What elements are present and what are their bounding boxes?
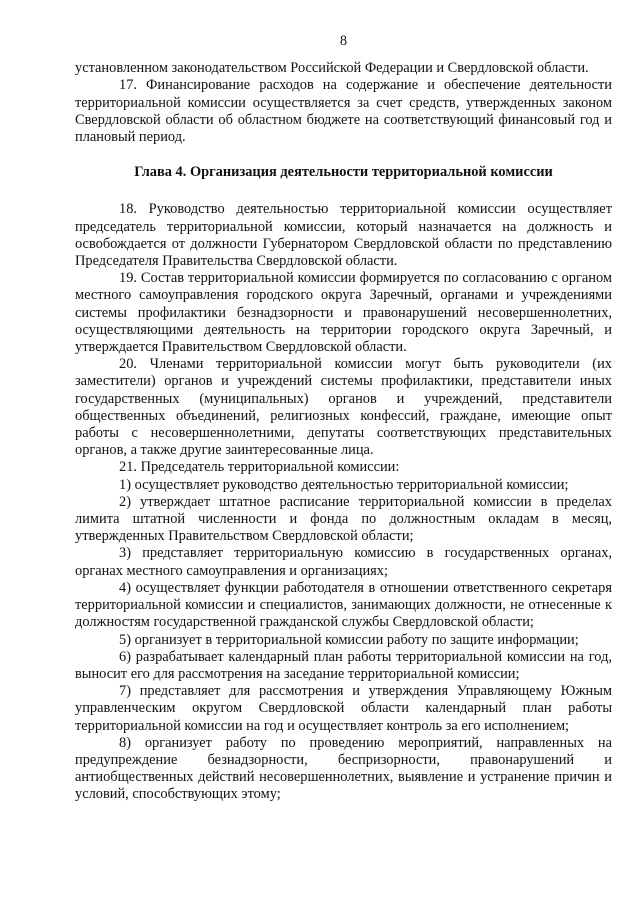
list-item-3: 3) представляет территориальную комиссию в государственных органах, органах местного самоуправления и организациях;	[75, 545, 612, 579]
list-item-5: 5) организует в территориальной комиссии работу по защите информации;	[119, 631, 579, 648]
paragraph-21: 21. Председатель территориальной комиссии:	[119, 459, 400, 476]
paragraph-20: 20. Членами территориальной комиссии могут быть руководители (их заместители) органов и учреждений системы профилактики, представители иных государственных (муниципальных) органов и учреждений, представители общественных объединений, религиозных конфессий, граждане, имеющие опыт работы с несовершеннолетними, депутаты соответствующих представительных органов, а также другие заинтересованные лица.	[75, 356, 612, 459]
list-item-7: 7) представляет для рассмотрения и утверждения Управляющему Южным управленческим округом Свердловской области календарный план работы территориальной комиссии на год и осуществляет контроль за его исполнением;	[75, 683, 612, 734]
paragraph-17: 17. Финансирование расходов на содержание и обеспечение деятельности территориальной комиссии осуществляется за счет средств, утвержденных законом Свердловской области об областном бюджете на соответствующий финансовый год и плановый период.	[75, 77, 612, 146]
paragraph-19: 19. Состав территориальной комиссии формируется по согласованию с органом местного самоуправления городского округа Заречный, органами и учреждениями системы профилактики безнадзорности и правонарушений несовершеннолетних, осуществляющими деятельность на территории городского округа Заречный, и утверждается Правительством Свердловской области.	[75, 270, 612, 356]
list-item-1: 1) осуществляет руководство деятельностью территориальной комиссии;	[119, 476, 569, 493]
document-page	[75, 33, 612, 804]
page-number: 8	[339, 33, 348, 49]
paragraph-18: 18. Руководство деятельностью территориальной комиссии осуществляет председатель территориальной комиссии, который назначается на должность и освобождается от должности Губернатором Свердловской области по представлению Председателя Правительства Свердловской области.	[75, 201, 612, 270]
chapter-title: Глава 4. Организация деятельности территориальной комиссии	[134, 164, 553, 181]
list-item-8: 8) организует работу по проведению мероприятий, направленных на предупреждение безнадзорности, беспризорности, правонарушений и антиобщественных действий несовершеннолетних, выявление и устранение причин и условий, способствующих этому;	[75, 734, 612, 803]
list-item-6: 6) разрабатывает календарный план работы территориальной комиссии на год, выносит его для рассмотрения на заседание территориальной комиссии;	[75, 648, 612, 682]
list-item-2: 2) утверждает штатное расписание территориальной комиссии в пределах лимита штатной численности и фонда по должностным окладам в месяц, утвержденных Правительством Свердловской области;	[75, 493, 612, 545]
list-item-4: 4) осуществляет функции работодателя в отношении ответственного секретаря территориальной комиссии и специалистов, занимающих должности, не отнесенные к должностям государственной гражданской службы Свердловской области;	[75, 579, 612, 631]
paragraph-continued: установленном законодательством Российской Федерации и Свердловской области.	[75, 60, 589, 77]
